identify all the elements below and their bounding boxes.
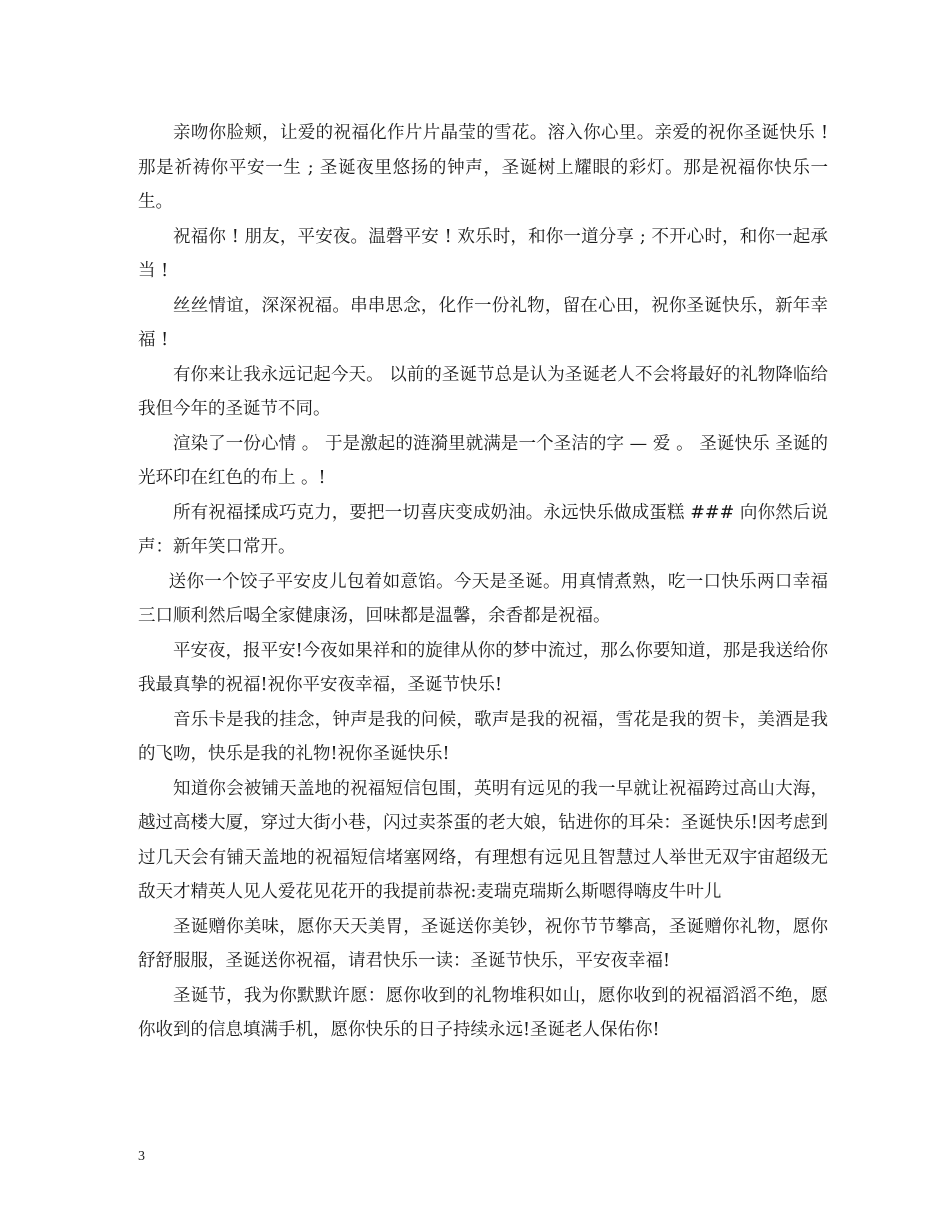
paragraph-3: 丝丝情谊，深深祝福。串串思念，化作一份礼物，留在心田，祝你圣诞快乐，新年幸福 !	[138, 295, 828, 350]
paragraph-10: 知道你会被铺天盖地的祝福短信包围，英明有远见的我一早就让祝福跨过高山大海，越过高楼大厦，穿过大街小巷，闪过卖茶蛋的老大娘，钻进你的耳朵：圣诞快乐!因考虑到过几天会有铺天盖地的祝福短信堵塞网络，有理想有远见且智慧过人举世无双宇宙超级无敌天才精英人见人爱花见花开的我提前恭祝:麦瑞克瑞斯么斯嗯得嗨皮牛叶儿	[138, 778, 828, 902]
document-body	[138, 116, 828, 1048]
paragraph-12: 圣诞节，我为你默默许愿：愿你收到的礼物堆积如山，愿你收到的祝福滔滔不绝，愿你收到的信息填满手机，愿你快乐的日子持续永远!圣诞老人保佑你!	[138, 985, 828, 1040]
paragraph-8: 平安夜，报平安!今夜如果祥和的旋律从你的梦中流过，那么你要知道，那是我送给你我最真挚的祝福!祝你平安夜幸福，圣诞节快乐!	[138, 640, 828, 695]
paragraph-7: 送你一个饺子平安皮儿包着如意馅。今天是圣诞。用真情煮熟，吃一口快乐两口幸福三口顺利然后喝全家健康汤，回味都是温馨，余香都是祝福。	[138, 571, 828, 626]
paragraph-4: 有你来让我永远记起今天。 以前的圣诞节总是认为圣诞老人不会将最好的礼物降临给我但今年的圣诞节不同。	[138, 364, 828, 419]
paragraph-11: 圣诞赠你美味，愿你天天美胃，圣诞送你美钞，祝你节节攀高，圣诞赠你礼物，愿你舒舒服服，圣诞送你祝福，请君快乐一读：圣诞节快乐，平安夜幸福!	[138, 916, 828, 971]
paragraph-5: 渲染了一份心情 。 于是激起的涟漪里就满是一个圣洁的字 — 爱 。 圣诞快乐 圣诞的光环印在红色的布上 。!	[138, 433, 828, 488]
page-number: 3	[138, 1149, 145, 1164]
paragraph-9: 音乐卡是我的挂念，钟声是我的问候，歌声是我的祝福，雪花是我的贺卡，美酒是我的飞吻，快乐是我的礼物!祝你圣诞快乐!	[138, 709, 828, 764]
paragraph-1: 亲吻你脸颊，让爱的祝福化作片片晶莹的雪花。溶入你心里。亲爱的祝你圣诞快乐 !那是祈祷你平安一生 ; 圣诞夜里悠扬的钟声，圣诞树上耀眼的彩灯。那是祝福你快乐一生。	[138, 123, 828, 212]
paragraph-6: 所有祝福揉成巧克力，要把一切喜庆变成奶油。永远快乐做成蛋糕 ### 向你然后说声：新年笑口常开。	[138, 502, 828, 557]
paragraph-2: 祝福你 ! 朋友，平安夜。温磬平安 ! 欢乐时，和你一道分享 ; 不开心时，和你一起承当 !	[138, 226, 828, 281]
